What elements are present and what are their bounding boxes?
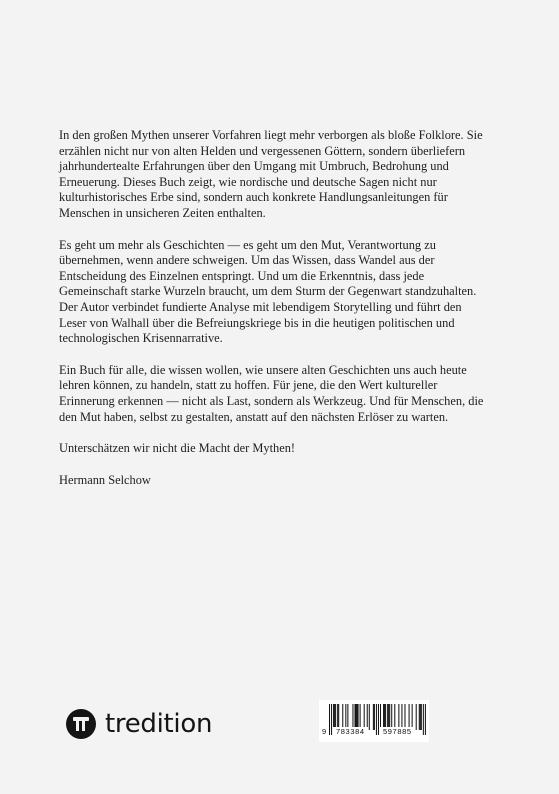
blurb-paragraph-2: Es geht um mehr als Geschichten — es geht um den Mut, Verantwortung zu übernehmen, wenn andere schweigen. Um das Wissen, dass Wandel aus der Entscheidung des Einzelnen entspringt. Und um die Erkenntnis, dass jede Gemeinschaft starke Wurzeln braucht, um dem Sturm der Gegenwart standzuhalten. Der Autor verbindet fundierte Analyse mit lebendigem Storytelling und führt den Leser von Walhall über die Befreiungskriege bis in die heutigen politischen und technologischen Krisennarrative.	[59, 237, 477, 346]
barcode-bar	[425, 704, 426, 735]
back-cover-blurb	[59, 128, 491, 488]
barcode-bar	[369, 704, 370, 730]
barcode-bar	[331, 704, 332, 735]
barcode-bar	[376, 704, 377, 735]
barcode-bar	[421, 704, 422, 730]
barcode-bar	[416, 704, 417, 730]
barcode-bar	[420, 704, 421, 730]
blurb-closing-line: Unterschätzen wir nicht die Macht der Mythen!	[59, 441, 296, 456]
barcode-bar	[419, 704, 420, 730]
publisher-logo	[66, 707, 212, 741]
barcode-bar	[329, 704, 330, 735]
barcode-bar	[378, 704, 379, 735]
barcode-bar	[374, 704, 375, 730]
publisher-name: tredition	[105, 709, 213, 739]
barcode-bar	[373, 704, 374, 730]
author-name: Hermann Selchow	[59, 472, 151, 487]
isbn-barcode	[319, 700, 429, 742]
barcode-first-digit: 9	[322, 727, 327, 736]
tredition-logo-icon	[66, 709, 96, 739]
blurb-paragraph-3: Ein Buch für alle, die wissen wollen, wie unsere alten Geschichten uns auch heute lehren können, zu handeln, statt zu hoffen. Für jene, die den Wert kultureller Erinnerung erkennen — nicht als Last, sondern als Werkzeug. Und für Menschen, die den Mut haben, selbst zu gestalten, anstatt auf den nächsten Erlöser zu warten.	[59, 362, 484, 424]
barcode-bar	[423, 704, 424, 735]
barcode-left-digits: 783384	[333, 727, 368, 736]
blurb-paragraph-1: In den großen Mythen unserer Vorfahren liegt mehr verborgen als bloße Folklore. Sie erzählen nicht nur von alten Helden und vergessenen Göttern, sondern überliefern jahrhundertealte Erfahrungen über den Umgang mit Umbruch, Bedrohung und Erneuerung. Dieses Buch zeigt, wie nordische und deutsche Sagen nicht nur kulturhistorisches Erbe sind, sondern auch konkrete Handlungsanleitungen für Menschen in unsicheren Zeiten enthalten.	[59, 128, 483, 220]
barcode-right-digits: 597885	[380, 727, 415, 736]
